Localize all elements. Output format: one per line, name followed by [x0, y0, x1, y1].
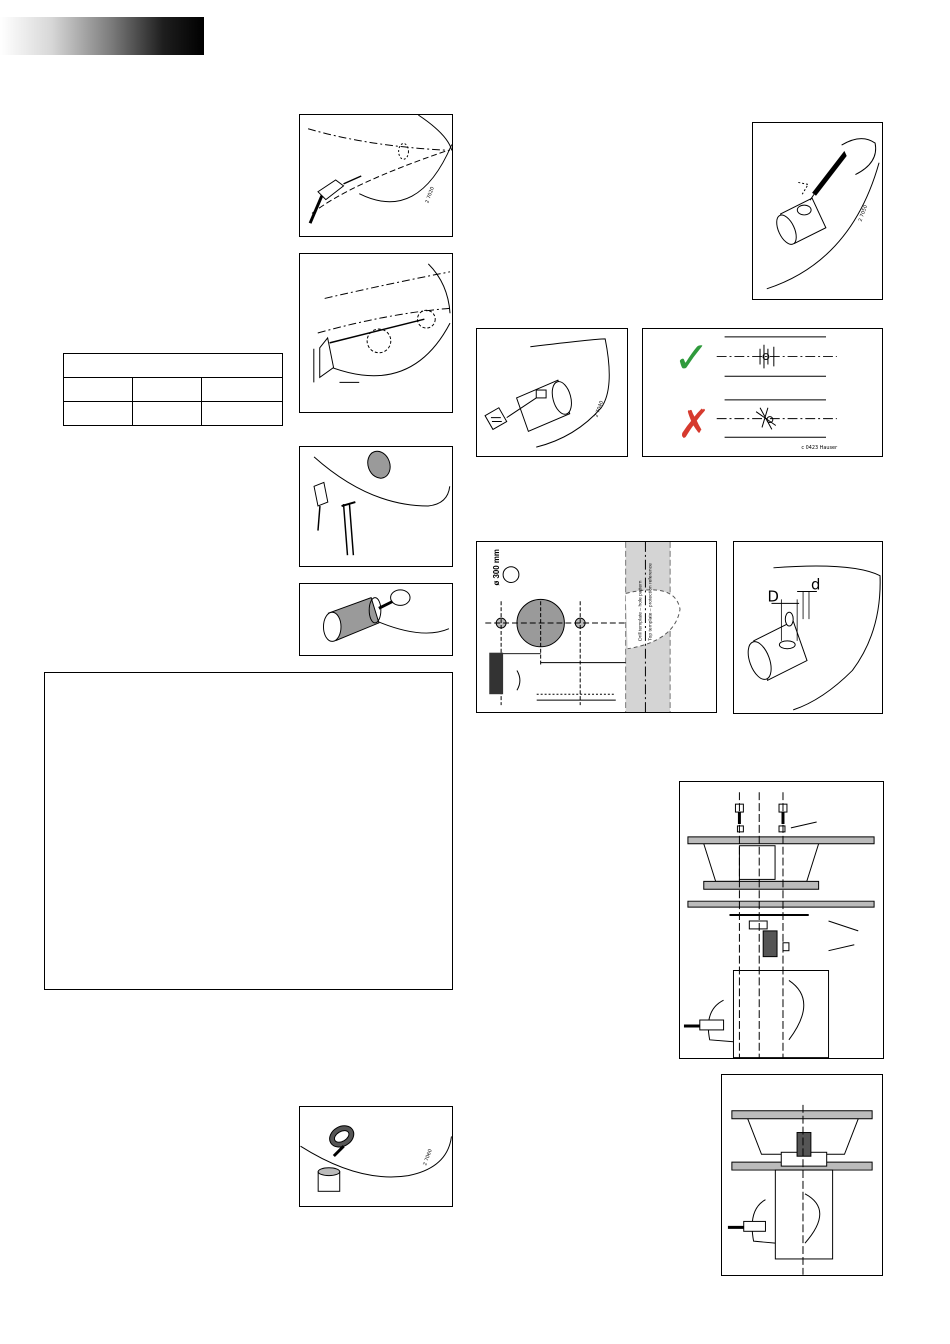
figure-code: c 0423 Hauser — [801, 445, 838, 452]
section-header-bar — [0, 17, 204, 55]
spec-cell — [133, 378, 202, 402]
glue-pot-icon — [300, 1107, 452, 1206]
template-pin-figure — [299, 253, 453, 413]
drill-marking-icon — [300, 115, 452, 236]
hole-diameter-icon — [734, 542, 882, 713]
assembled-unit-figure — [721, 1074, 883, 1276]
tube-label-figure — [476, 328, 628, 457]
spec-cell — [202, 378, 283, 402]
hole-diameter-figure — [733, 541, 883, 714]
alignment-check-icon — [643, 329, 882, 456]
template-vertical-label: Drill template – hole pattern — [638, 580, 644, 641]
check-mark-icon: ✓ — [673, 333, 710, 384]
template-pin-icon — [300, 254, 452, 412]
spec-cell — [133, 402, 202, 426]
mounting-template-figure — [476, 541, 717, 713]
spec-cell — [202, 402, 283, 426]
spec-cell — [64, 402, 133, 426]
exploded-assembly-figure — [679, 781, 884, 1059]
alignment-check-figure — [642, 328, 883, 457]
sealant-icon — [300, 447, 452, 566]
template-diameter-label: ø 300 mm — [492, 549, 502, 586]
cross-mark-icon: ✗ — [677, 401, 711, 448]
pencil-marking-icon — [753, 123, 882, 299]
sleeve-figure — [299, 583, 453, 656]
figure-code: 2 7040 — [593, 400, 606, 419]
spec-table-header — [64, 354, 283, 378]
figure-code: 2 7060 — [422, 1148, 434, 1167]
drill-marking-figure — [299, 114, 453, 237]
note-box — [44, 672, 453, 990]
assembled-unit-icon — [722, 1075, 882, 1275]
pencil-marking-figure — [752, 122, 883, 300]
template-vertical-label-2: Top template – protection reference — [648, 563, 654, 641]
tube-label-icon — [477, 329, 627, 456]
sealant-figure — [299, 446, 453, 567]
spec-cell — [64, 378, 133, 402]
figure-code: 2 7020 — [424, 186, 436, 205]
exploded-assembly-icon — [680, 782, 883, 1058]
figure-code: 2 7050 — [857, 204, 870, 223]
sleeve-insert-icon — [300, 584, 452, 655]
mounting-template-icon — [477, 542, 716, 712]
dimension-label-big: D — [767, 588, 779, 606]
spec-table — [63, 353, 283, 426]
glue-figure — [299, 1106, 453, 1207]
dimension-label-small: d — [810, 576, 821, 594]
